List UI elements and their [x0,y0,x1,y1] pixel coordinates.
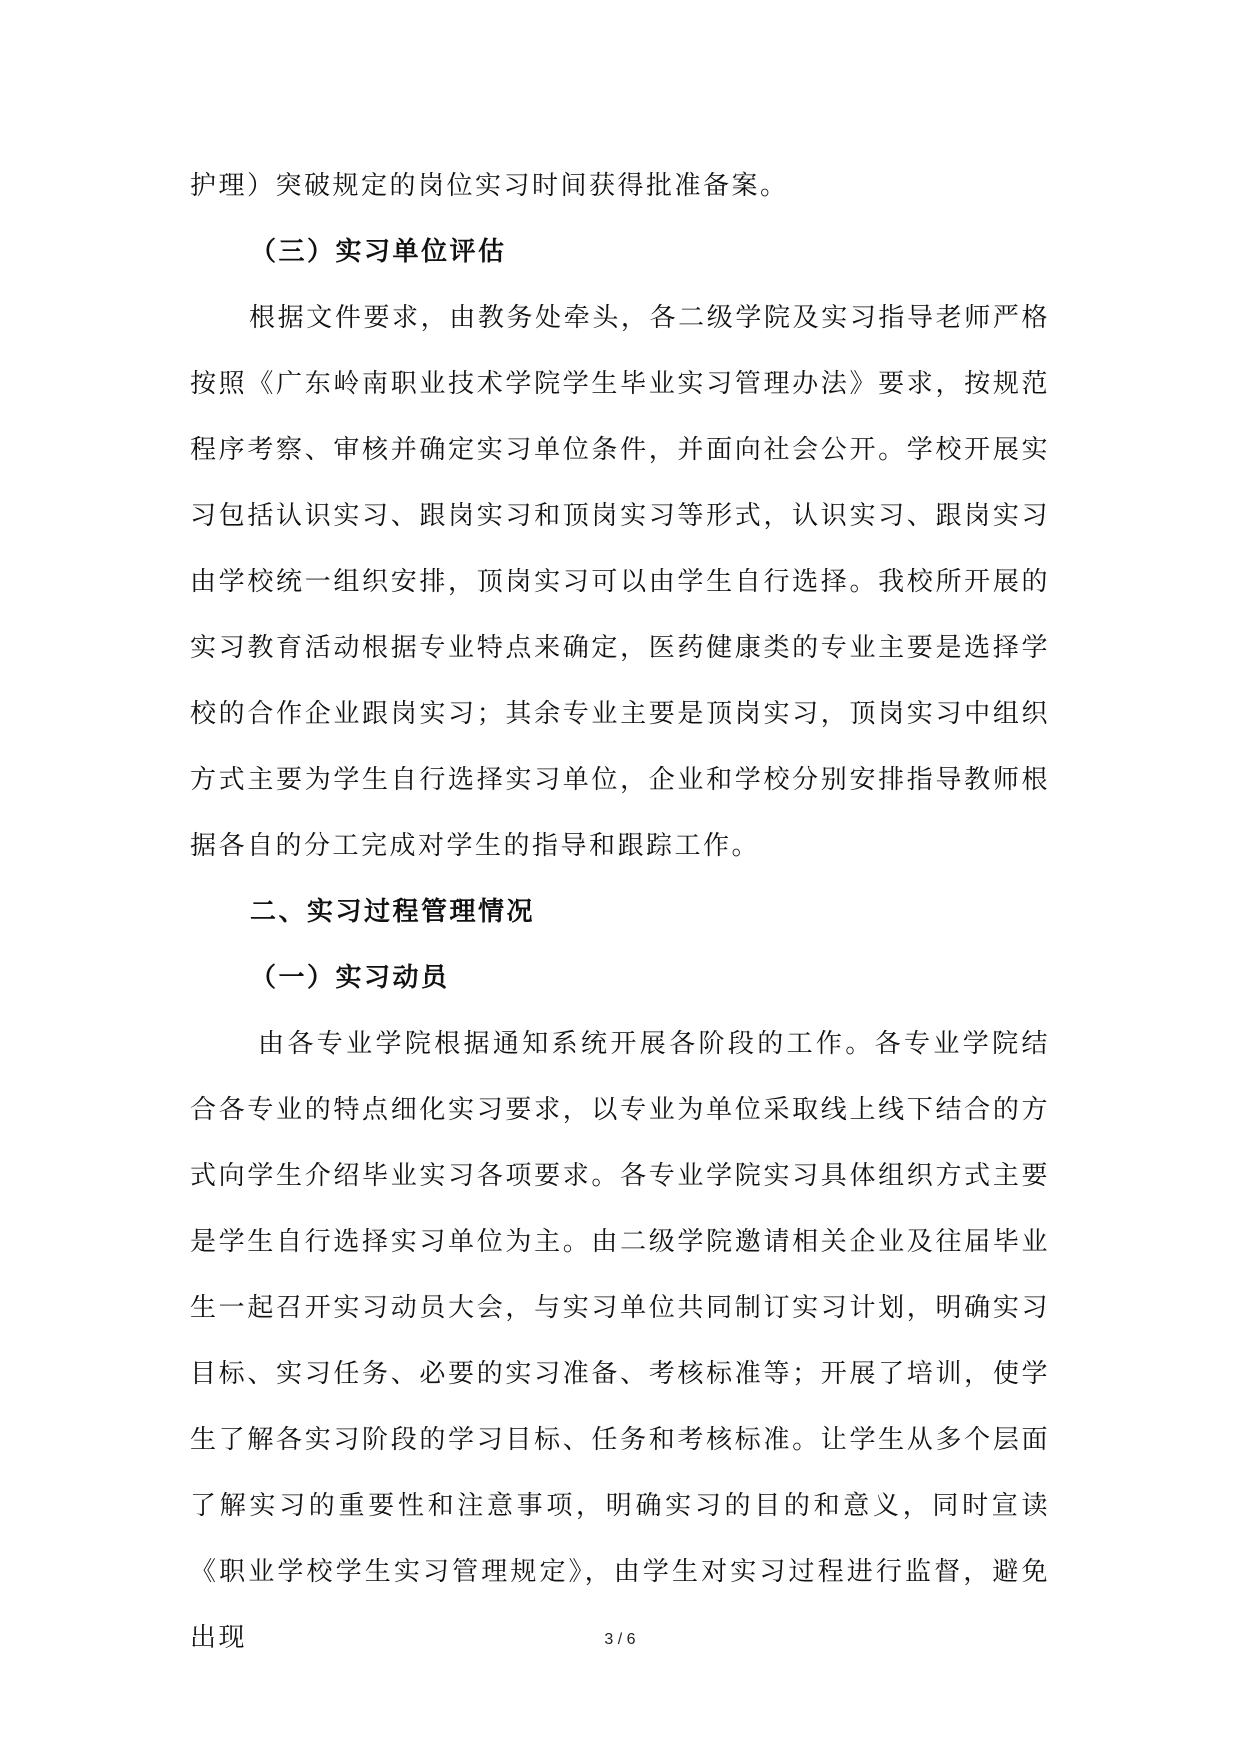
paragraph-internship-unit-evaluation: 根据文件要求，由教务处牵头，各二级学院及实习指导老师严格按照《广东岭南职业技术学院学生毕业实习管理办法》要求，按规范程序考察、审核并确定实习单位条件，并面向社会公开。学校开展实习包括认识实习、跟岗实习和顶岗实习等形式，认识实习、跟岗实习由学校统一组织安排，顶岗实习可以由学生自行选择。我校所开展的实习教育活动根据专业特点来确定，医药健康类的专业主要是选择学校的合作企业跟岗实习；其余专业主要是顶岗实习，顶岗实习中组织方式主要为学生自行选择实习单位，企业和学校分别安排指导教师根据各自的分工完成对学生的指导和跟踪工作。 [190,303,1050,861]
chapter-heading-process-management: 二、实习过程管理情况 [250,897,536,927]
paragraph-continuation: 护理）突破规定的岗位实习时间获得批准备案。 [190,171,789,201]
section-heading-internship-mobilization: （一）实习动员 [250,963,450,993]
paragraph-internship-mobilization: 由各专业学院根据通知系统开展各阶段的工作。各专业学院结合各专业的特点细化实习要求，以专业为单位采取线上线下结合的方式向学生介绍毕业实习各项要求。各专业学院实习具体组织方式主要是学生自行选择实习单位为主。由二级学院邀请相关企业及往届毕业生一起召开实习动员大会，与实习单位共同制订实习计划，明确实习目标、实习任务、必要的实习准备、考核标准等；开展了培训，使学生了解各实习阶段的学习目标、任务和考核标准。让学生从多个层面了解实习的重要性和注意事项，明确实习的目的和意义，同时宣读《职业学校学生实习管理规定》，由学生对实习过程进行监督，避免出现 [190,1029,1050,1653]
page-number: 3 / 6 [604,1631,636,1648]
section-heading-internship-unit-evaluation: （三）实习单位评估 [250,237,507,267]
document-body [190,153,1050,1671]
